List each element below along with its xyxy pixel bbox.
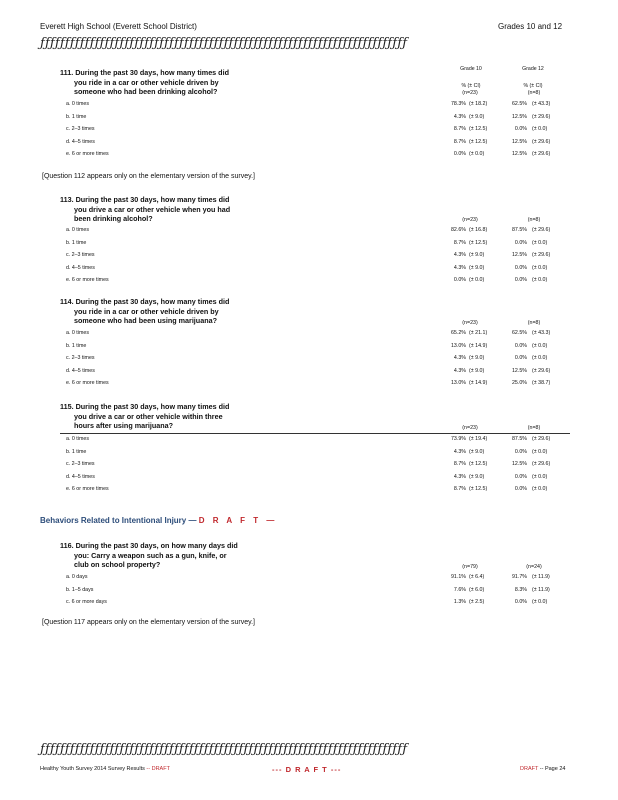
- grade10-ci: (± 6.4): [469, 574, 485, 580]
- grade12-percent: 0.0%: [514, 599, 527, 606]
- answer-label: b. 1 time: [66, 239, 87, 246]
- footer-survey-title: Healthy Youth Survey 2014 Survey Results: [40, 766, 145, 772]
- school-header: Everett High School (Everett School District): [40, 22, 197, 31]
- n-grade10: (n=23): [462, 90, 478, 96]
- grade12-ci: (± 0.0): [532, 342, 548, 349]
- footer-right-draft: DRAFT: [520, 766, 539, 772]
- question-text-line: 113. During the past 30 days, how many times did: [60, 195, 230, 204]
- grade12-percent: 12.5%: [511, 151, 527, 158]
- grade12-percent: 12.5%: [511, 113, 527, 120]
- grade12-percent: 8.3%: [514, 586, 527, 593]
- answer-label: c. 2–3 times: [66, 355, 95, 362]
- grade10-percent: 8.7%: [453, 138, 466, 145]
- answer-label: c. 2–3 times: [66, 252, 95, 259]
- question-q115: [60, 402, 290, 431]
- grade12-percent: 87.5%: [511, 436, 527, 442]
- question-text-line: you ride in a car or other vehicle driven by: [74, 306, 219, 316]
- answer-label: a. 0 times: [66, 101, 89, 107]
- question-text-line: someone who had been using marijuana?: [74, 316, 217, 325]
- question-text-line: 114. During the past 30 days, how many times did: [60, 297, 230, 306]
- grade12-percent: 62.5%: [511, 101, 527, 107]
- grade12-ci: (± 29.6): [532, 113, 551, 120]
- grade12-percent: 91.7%: [511, 574, 527, 580]
- question-text-line: someone who had been drinking alcohol?: [74, 87, 218, 96]
- grade12-ci: (± 11.9): [532, 586, 550, 593]
- grade12-percent: 0.0%: [514, 486, 527, 493]
- n-grade12: (n=8): [527, 320, 541, 326]
- answer-label: d. 4–5 times: [66, 367, 95, 374]
- top-rule: ƒƒƒƒƒƒƒƒƒƒƒƒƒƒƒƒƒƒƒƒƒƒƒƒƒƒƒƒƒƒƒƒƒƒƒƒƒƒƒƒƒƒƒƒƒƒƒƒƒƒƒƒƒƒƒƒƒƒƒƒƒƒƒƒƒƒƒƒƒƒƒƒƒƒ: [40, 36, 408, 51]
- grade12-ci: (± 0.0): [532, 448, 548, 455]
- answer-label: a. 0 days: [66, 574, 88, 580]
- grade12-ci: (± 0.0): [532, 239, 548, 246]
- grade10-ci: (± 14.9): [469, 380, 488, 387]
- question-q111: [60, 68, 290, 97]
- section-heading: [40, 516, 277, 525]
- grade10-ci: (± 19.4): [469, 436, 488, 442]
- grade12-percent: 12.5%: [511, 461, 527, 468]
- grade10-percent: 8.7%: [453, 461, 466, 468]
- answer-label: b. 1 time: [66, 342, 87, 349]
- grade12-ci: (± 0.0): [532, 473, 548, 480]
- n-grade10: (n=23): [462, 217, 478, 223]
- grade12-ci: (± 0.0): [532, 264, 548, 271]
- grade12-ci: (± 43.3): [532, 330, 551, 336]
- grade10-percent: 4.3%: [453, 252, 466, 259]
- grades-header: Grades 10 and 12: [498, 22, 563, 31]
- question-text-line: you drive a car or other vehicle within three: [74, 411, 223, 421]
- grade12-ci: (± 29.6): [532, 138, 551, 145]
- answer-label: c. 2–3 times: [66, 461, 95, 468]
- answer-label: a. 0 times: [66, 436, 89, 442]
- grade12-percent: 62.5%: [511, 330, 527, 336]
- n-grade12: (n=8): [527, 217, 541, 223]
- answer-label: c. 6 or more days: [66, 599, 107, 606]
- question-text-line: been drinking alcohol?: [74, 214, 153, 223]
- grade12-ci: (± 0.0): [532, 486, 548, 493]
- grade12-ci: (± 29.6): [532, 436, 551, 442]
- question-text-line: 116. During the past 30 days, on how many days did: [60, 541, 238, 550]
- grade12-ci: (± 11.9): [532, 574, 550, 580]
- grade12-ci: (± 38.7): [532, 380, 551, 387]
- n-grade12: (n=8): [527, 90, 541, 96]
- grade10-ci: (± 9.0): [469, 264, 485, 271]
- grade10-percent: 4.3%: [453, 355, 466, 362]
- grade10-ci: (± 18.2): [469, 101, 488, 107]
- grade10-percent: 4.3%: [453, 473, 466, 480]
- divider-line: [60, 433, 570, 434]
- note-question-112: [Question 112 appears only on the elementary version of the survey.]: [42, 173, 255, 180]
- answer-label: e. 6 or more times: [66, 151, 109, 158]
- grade12-ci: (± 29.6): [532, 252, 551, 259]
- question-q113: [60, 195, 290, 224]
- footer-left: [40, 766, 170, 772]
- grade10-percent: 8.7%: [453, 486, 466, 493]
- answer-label: b. 1 time: [66, 113, 87, 120]
- grade12-percent: 87.5%: [511, 227, 527, 233]
- question-text-line: you drive a car or other vehicle when you had: [74, 204, 231, 214]
- grade10-ci: (± 9.0): [469, 252, 485, 259]
- grade10-ci: (± 21.1): [469, 330, 488, 336]
- n-grade10: (n=23): [462, 320, 478, 326]
- grade12-ci-header: % (± CI): [523, 83, 543, 89]
- grade10-percent: 82.6%: [450, 227, 466, 233]
- bottom-rule: ƒƒƒƒƒƒƒƒƒƒƒƒƒƒƒƒƒƒƒƒƒƒƒƒƒƒƒƒƒƒƒƒƒƒƒƒƒƒƒƒƒƒƒƒƒƒƒƒƒƒƒƒƒƒƒƒƒƒƒƒƒƒƒƒƒƒƒƒƒƒƒƒƒƒ: [40, 742, 408, 757]
- grade10-percent: 8.7%: [453, 126, 466, 133]
- n-grade12: (n=8): [527, 425, 541, 431]
- grade12-ci: (± 0.0): [532, 277, 548, 284]
- grade10-percent: 0.0%: [453, 151, 466, 158]
- grade10-ci: (± 2.5): [469, 599, 485, 606]
- answer-label: b. 1 time: [66, 448, 87, 455]
- grade10-header: Grade 10: [460, 66, 482, 72]
- footer-center-draft: --- D R A F T ---: [272, 765, 342, 774]
- grade10-ci: (± 12.5): [469, 126, 488, 133]
- note-question-117: [Question 117 appears only on the elementary version of the survey.]: [42, 619, 255, 626]
- grade10-ci: (± 16.8): [469, 227, 488, 233]
- question-text-line: hours after using marijuana?: [74, 421, 174, 430]
- question-q114: [60, 297, 290, 326]
- grade12-ci: (± 0.0): [532, 599, 548, 606]
- section-draft-mark: D R A F T —: [198, 516, 278, 525]
- grade10-ci: (± 0.0): [469, 151, 485, 158]
- grade10-percent: 8.7%: [453, 239, 466, 246]
- grade12-percent: 12.5%: [511, 252, 527, 259]
- footer-left-draft: -- DRAFT: [146, 766, 170, 772]
- grade12-ci: (± 0.0): [532, 355, 548, 362]
- grade12-ci: (± 29.6): [532, 367, 551, 374]
- grade10-percent: 13.0%: [450, 342, 466, 349]
- question-text-line: you: Carry a weapon such as a gun, knife, or: [74, 550, 227, 560]
- grade10-ci: (± 12.5): [469, 138, 488, 145]
- grade12-percent: 0.0%: [514, 342, 527, 349]
- answer-label: c. 2–3 times: [66, 126, 95, 133]
- grade10-percent: 13.0%: [450, 380, 466, 387]
- question-text-line: club on school property?: [74, 560, 161, 569]
- grade12-percent: 0.0%: [514, 277, 527, 284]
- grade10-percent: 0.0%: [453, 277, 466, 284]
- grade12-ci: (± 0.0): [532, 126, 548, 133]
- grade12-percent: 0.0%: [514, 239, 527, 246]
- question-text-line: 111. During the past 30 days, how many times did: [60, 68, 229, 77]
- answer-label: d. 4–5 times: [66, 138, 95, 145]
- question-q116: [60, 541, 290, 570]
- grade10-ci: (± 0.0): [469, 277, 485, 284]
- grade10-ci: (± 9.0): [469, 355, 485, 362]
- question-text-line: you ride in a car or other vehicle driven by: [74, 77, 219, 87]
- grade10-ci: (± 9.0): [469, 473, 485, 480]
- grade12-ci: (± 29.6): [532, 151, 551, 158]
- grade12-percent: 0.0%: [514, 448, 527, 455]
- grade10-ci: (± 9.0): [469, 113, 485, 120]
- grade10-ci: (± 6.0): [469, 586, 485, 593]
- page-number: -- Page 24: [539, 766, 566, 772]
- grade10-percent: 4.3%: [453, 264, 466, 271]
- grade10-percent: 4.3%: [453, 367, 466, 374]
- grade12-header: Grade 12: [522, 66, 544, 72]
- grade10-ci: (± 9.0): [469, 448, 485, 455]
- grade10-ci: (± 12.5): [469, 486, 488, 493]
- grade10-percent: 78.3%: [450, 101, 466, 107]
- grade10-percent: 91.1%: [450, 574, 466, 580]
- grade12-percent: 12.5%: [511, 367, 527, 374]
- grade12-percent: 0.0%: [514, 126, 527, 133]
- grade10-ci: (± 14.9): [469, 342, 488, 349]
- n-grade10: (n=23): [462, 425, 478, 431]
- grade12-percent: 0.0%: [514, 473, 527, 480]
- grade12-percent: 0.0%: [514, 355, 527, 362]
- grade12-ci: (± 29.6): [532, 461, 551, 468]
- grade10-ci: (± 9.0): [469, 367, 485, 374]
- grade10-percent: 7.6%: [453, 586, 466, 593]
- grade12-percent: 0.0%: [514, 264, 527, 271]
- n-grade10: (n=79): [462, 564, 478, 570]
- grade12-ci: (± 43.3): [532, 101, 551, 107]
- grade12-ci: (± 29.6): [532, 227, 551, 233]
- grade12-percent: 12.5%: [511, 138, 527, 145]
- grade10-percent: 73.9%: [450, 436, 466, 442]
- grade10-percent: 4.3%: [453, 448, 466, 455]
- grade12-percent: 25.0%: [511, 380, 527, 387]
- grade10-ci-header: % (± CI): [461, 83, 481, 89]
- grade10-percent: 4.3%: [453, 113, 466, 120]
- section-title: Behaviors Related to Intentional Injury —: [40, 516, 197, 525]
- answer-label: e. 6 or more times: [66, 277, 109, 284]
- answer-label: e. 6 or more times: [66, 380, 109, 387]
- grade10-percent: 1.3%: [453, 599, 466, 606]
- grade10-percent: 65.2%: [450, 330, 466, 336]
- answer-label: a. 0 times: [66, 330, 89, 336]
- answer-label: b. 1–5 days: [66, 586, 94, 593]
- footer-right: [520, 766, 565, 772]
- answer-label: d. 4–5 times: [66, 473, 95, 480]
- question-text-line: 115. During the past 30 days, how many times did: [60, 402, 230, 411]
- answer-label: a. 0 times: [66, 227, 89, 233]
- grade10-ci: (± 12.5): [469, 239, 488, 246]
- grade10-ci: (± 12.5): [469, 461, 488, 468]
- answer-label: e. 6 or more times: [66, 486, 109, 493]
- n-grade12: (n=24): [526, 564, 542, 570]
- answer-label: d. 4–5 times: [66, 264, 95, 271]
